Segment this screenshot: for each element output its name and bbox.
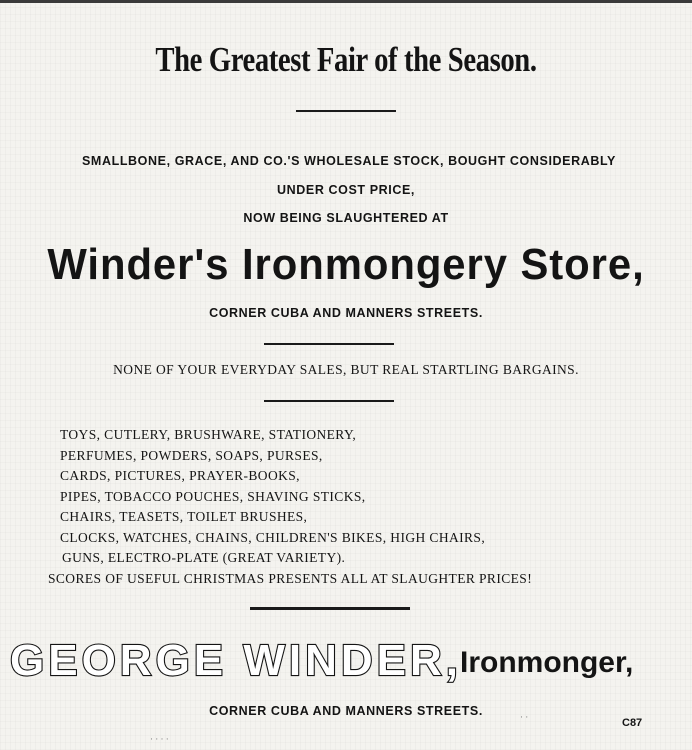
item-line: GUNS, ELECTRO-PLATE (GREAT VARIETY). (62, 550, 346, 565)
divider-rule (264, 400, 394, 402)
advert-headline: The Greatest Fair of the Season. (155, 40, 537, 79)
bleed-through-text: · · · · (150, 734, 169, 744)
stock-line-2: UNDER COST PRICE, (277, 183, 415, 197)
store-address: CORNER CUBA AND MANNERS STREETS. (209, 306, 483, 320)
item-line: SCORES OF USEFUL CHRISTMAS PRESENTS ALL AT SLAUGHTER PRICES! (48, 570, 533, 586)
divider-rule (296, 110, 396, 112)
item-line: CLOCKS, WATCHES, CHAINS, CHILDREN'S BIKES, HIGH CHAIRS, (60, 529, 486, 545)
item-line: TOYS, CUTLERY, BRUSHWARE, STATIONERY, (60, 427, 357, 442)
bleed-through-text: · · (520, 712, 529, 722)
item-line: PERFUMES, POWDERS, SOAPS, PURSES, (60, 447, 323, 463)
proprietor-name: GEORGE WINDER, (10, 636, 463, 685)
divider-rule (264, 343, 394, 345)
stock-line-1: SMALLBONE, GRACE, AND CO.'S WHOLESALE STOCK, BOUGHT CONSIDERABLY (82, 154, 616, 168)
sales-slogan: NONE OF YOUR EVERYDAY SALES, BUT REAL STARTLING BARGAINS. (113, 362, 579, 377)
item-list (48, 425, 532, 589)
item-line: CHAIRS, TEASETS, TOILET BRUSHES, (60, 509, 308, 524)
item-line: PIPES, TOBACCO POUCHES, SHAVING STICKS, (60, 488, 366, 504)
stock-line-3: NOW BEING SLAUGHTERED AT (243, 211, 449, 225)
advert-reference-number: C87 (622, 717, 643, 729)
store-name: Winder's Ironmongery Store, (47, 240, 645, 289)
divider-rule (250, 607, 410, 610)
item-line: CARDS, PICTURES, PRAYER-BOOKS, (60, 468, 300, 483)
proprietor-trade: Ironmonger, (460, 646, 634, 679)
top-border-rule (0, 0, 692, 3)
footer-address: CORNER CUBA AND MANNERS STREETS. (209, 704, 483, 718)
